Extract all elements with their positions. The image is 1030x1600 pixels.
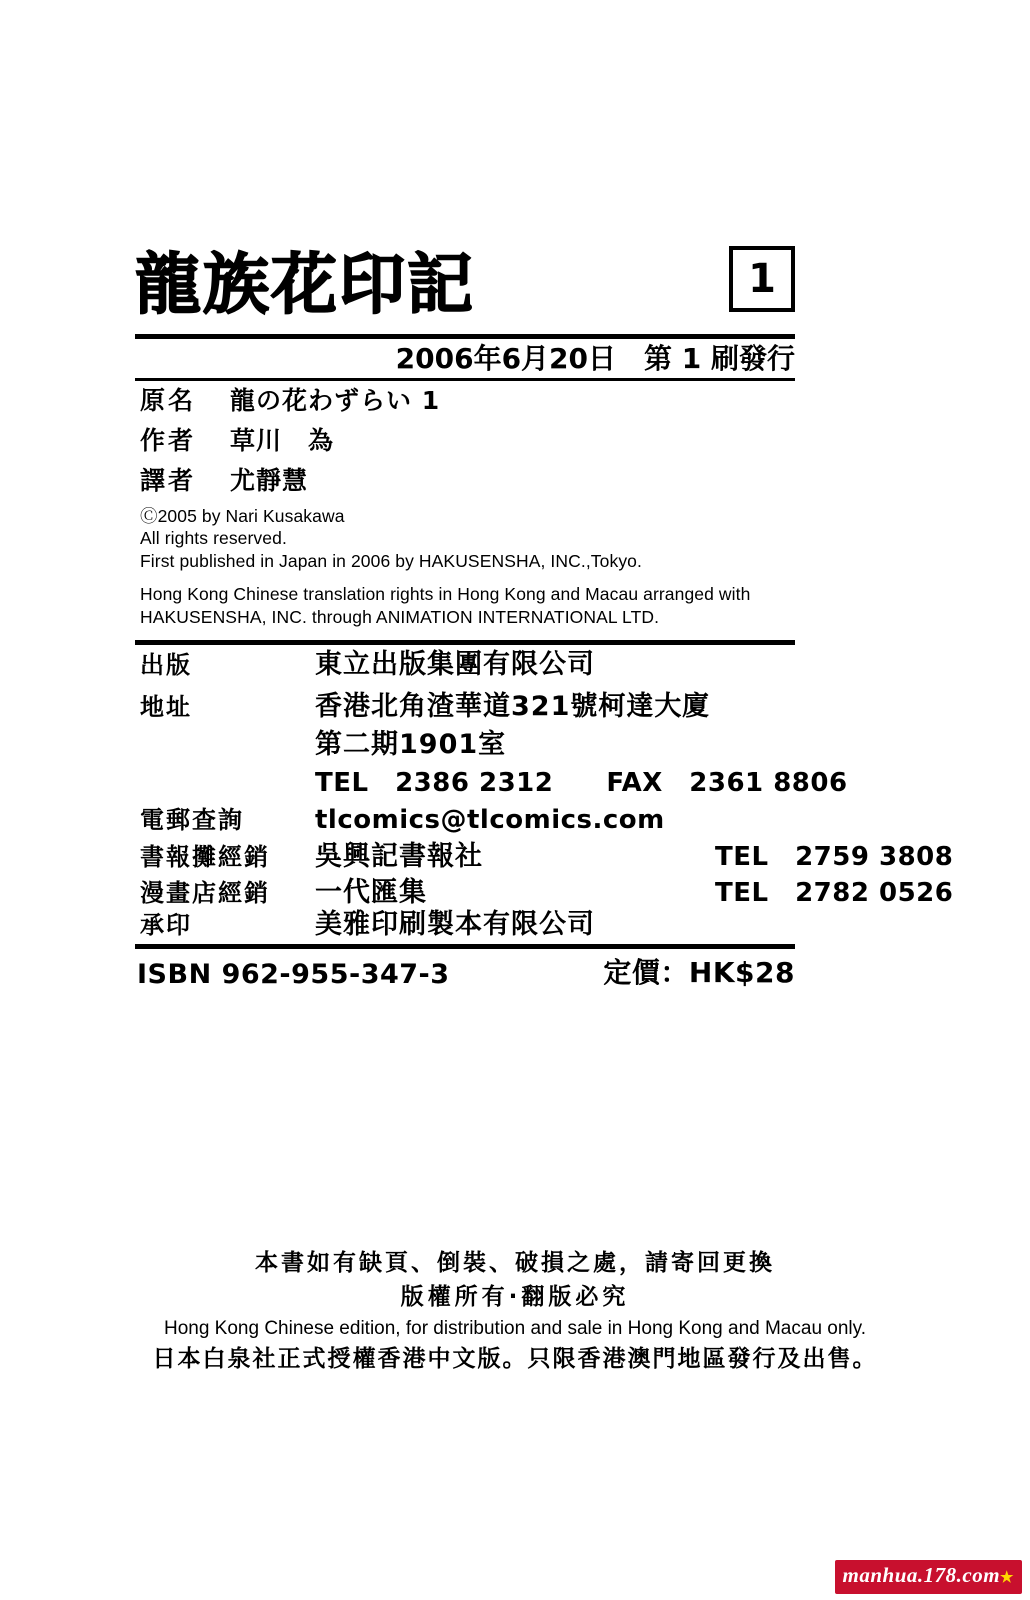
publisher-label: 書報攤經銷 <box>140 843 270 871</box>
publisher-row-newsstand-distributor <box>140 840 954 880</box>
publisher-label: 承印 <box>140 911 192 939</box>
publisher-value: 第二期1901室 <box>315 729 507 760</box>
divider-publisher-top <box>135 640 795 645</box>
divider-title <box>135 334 795 339</box>
publisher-row-printer <box>140 908 805 948</box>
footer-notice-defect: 本書如有缺頁、倒裝、破損之處，請寄回更換 <box>255 1250 775 1276</box>
isbn: ISBN 962-955-347-3 <box>137 959 450 990</box>
volume-number: 1 <box>748 256 776 302</box>
publisher-label: 電郵查詢 <box>140 806 244 834</box>
publisher-tel: TEL 2782 0526 <box>715 878 954 908</box>
publisher-row-email <box>140 803 805 843</box>
title-row <box>135 248 795 326</box>
divider-publisher-bottom <box>135 944 795 949</box>
star-icon: ★ <box>1000 1570 1014 1586</box>
publisher-value: 香港北角渣華道321號柯達大廈 <box>315 691 711 722</box>
publisher-value: 美雅印刷製本有限公司 <box>315 909 595 940</box>
copyright-line: All rights reserved. <box>140 528 287 548</box>
footer-notice-region-cjk: 日本白泉社正式授權香港中文版。只限香港澳門地區發行及出售。 <box>152 1346 878 1372</box>
publisher-label: 出版 <box>140 651 192 679</box>
volume-badge <box>729 246 795 312</box>
publisher-row-address <box>140 690 805 730</box>
watermark-text: manhua.178.com <box>842 1563 1001 1587</box>
divider-date <box>135 378 795 381</box>
publisher-row-publisher <box>140 648 805 688</box>
credit-row-original-title <box>140 385 800 421</box>
credit-label: 作者 <box>140 426 197 455</box>
site-watermark <box>835 1560 1022 1594</box>
credit-label: 譯者 <box>140 466 197 495</box>
publish-date: 2006年6月20日 第 1 刷發行 <box>395 342 795 375</box>
publisher-value: 一代匯集 <box>315 877 427 908</box>
publisher-row-phone <box>140 766 848 806</box>
credit-label: 原名 <box>140 386 197 415</box>
copyright-line: First published in Japan in 2006 by HAKUSENSHA, INC.,Tokyo. <box>140 551 642 571</box>
publisher-tel: TEL 2759 3808 <box>715 842 954 872</box>
publisher-value: TEL 2386 2312 FAX 2361 8806 <box>315 768 848 798</box>
publisher-label: 地址 <box>140 693 192 721</box>
credit-value: 龍の花わずらい 1 <box>230 386 441 415</box>
footer-notice-copyright: 版權所有·翻版必究 <box>400 1284 630 1310</box>
publisher-value: 東立出版集團有限公司 <box>315 649 595 680</box>
credit-value: 草川 為 <box>230 426 335 455</box>
footer-notice-region-en: Hong Kong Chinese edition, for distribution and sale in Hong Kong and Macau only. <box>163 1318 867 1339</box>
copyright-line: Ⓒ2005 by Nari Kusakawa <box>140 506 345 526</box>
copyright-line: Hong Kong Chinese translation rights in Hong Kong and Macau arranged with <box>140 584 751 604</box>
publisher-value: 吳興記書報社 <box>315 841 483 872</box>
publisher-row-address-2 <box>140 728 805 768</box>
copyright-line: HAKUSENSHA, INC. through ANIMATION INTERNATIONAL LTD. <box>140 607 660 627</box>
credit-row-translator <box>140 465 800 501</box>
credit-value: 尤靜慧 <box>230 466 309 495</box>
publisher-value: tlcomics@tlcomics.com <box>315 805 665 835</box>
publisher-label: 漫畫店經銷 <box>140 879 270 907</box>
credit-row-author <box>140 425 800 461</box>
price: 定價：HK$28 <box>603 956 795 989</box>
page-title: 龍族花印記 <box>135 246 475 323</box>
